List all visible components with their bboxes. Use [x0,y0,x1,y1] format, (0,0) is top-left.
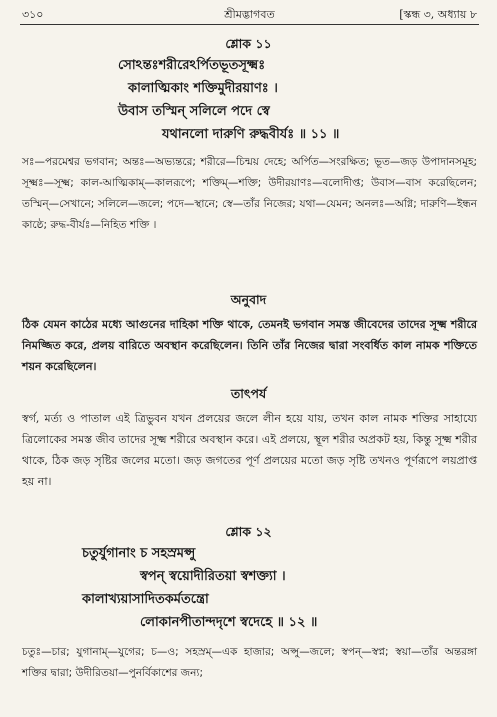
page-header [22,6,477,24]
verse-12-text [22,542,477,634]
verse-11-purport: স্বর্গ, মর্ত্য ও পাতাল এই ত্রিভুবন যখন প্রলয়ের জলে লীন হয়ে যায়, তখন কাল নামক শক্তির সাহায্যে ত্রিলোকের সমস্ত জীব তাদের সূক্ষ্ম শরীরে অবস্থান করে। এই প্রলয়ে, স্থূল শরীর অপ্রকট হয়, কিন্তু সূক্ষ্ম শরীর থাকে, ঠিক জড় সৃষ্টির জলের মতো। জড় জগতের পূর্ণ প্রলয়ের মতো জড় সৃষ্টি তখনও পূর্ণরূপে লয়প্রাপ্ত হয় না। [22,412,477,488]
translation-heading: অনুবাদ [230,292,267,307]
verse-11-synonyms: সঃ—পরমেশ্বর ভগবান; অন্তঃ—অভ্যন্তরে; শরীরে—চিন্ময় দেহে; অর্পিত—সংরক্ষিত; ভূত—জড় উপাদানসমূহ; সূক্ষ্মঃ—সূক্ষ্ম; কাল-আত্মিকাম্—কালরূপে; শক্তিম্—শক্তি; উদীরয়াণঃ—বলোদীপ্ত; উবাস—বাস করেছিলেন; তস্মিন্—সেখানে; সলিলে—জলে; পদে—স্থানে; স্বে—তাঁর নিজের; যথা—যেমন; অনলঃ—অগ্নি; দারুণি—ইন্ধন কাষ্ঠে; রুদ্ধ-বীর্যঃ—নিহিত শক্তি । [22,156,477,231]
verse-12-title: শ্লোক ১২ [225,524,272,539]
chapter-reference: [স্কন্ধ ৩, অধ্যায় ৮ [399,8,477,21]
verse-12-line-2: স্বপন্ স্বয়োদীরিতয়া স্বশক্ত্যা । [140,569,286,584]
verse-11-title: শ্লোক ১১ [225,36,272,51]
verse-12-synonyms: চতুঃ—চার; যুগানাম্—যুগের; চ—ও; সহস্রম্—এক হাজার; অপ্সু—জলে; স্বপন্—স্বপ্ন; স্বয়া—তাঁর অন্তরঙ্গা শক্তির দ্বারা; উদীরিতয়া—পুনর্বিকাশের জন্য; [22,646,477,679]
verse-11-line-1: সোঽন্তঃশরীরেঽর্পিতভূতসূক্ষ্মঃ [118,58,266,73]
verse-11-translation: ঠিক যেমন কাঠের মধ্যে আগুনের দাহিকা শক্তি থাকে, তেমনই ভগবান সমস্ত জীবেদের তাদের সূক্ষ্ম শরীরে নিমজ্জিত করে, প্রলয় বারিতে অবস্থান করেছিলেন। তিনি তাঁর নিজের দ্বারা সংবর্ধিত কাল নামক শক্তিতে শয়ন করেছিলেন। [22,318,477,373]
verse-11-line-2: কালাত্মিকাং শক্তিমুদীরয়াণঃ । [128,81,278,96]
verse-12-line-1: চতুর্যুগানাং চ সহস্রমপ্সু [82,546,196,561]
header-rule [20,24,479,25]
verse-11-line-4: যথানলো দারুণি রুদ্ধবীর্যঃ ॥ ১১ ॥ [162,127,340,142]
purport-heading: তাৎপর্য [230,386,267,401]
book-title: শ্রীমদ্ভাগবত [224,8,275,21]
verse-12-line-3: কালাখ্যয়াসাদিতকর্মতন্ত্রো [82,592,209,607]
verse-12-line-4: লোকানপীতান্দদৃশে স্বদেহে ॥ ১২ ॥ [140,615,318,630]
verse-11-text [22,54,477,146]
verse-11-line-3: উবাস তস্মিন্ সলিলে পদে স্বে [118,104,270,119]
page-number: ৩১০ [22,8,44,21]
